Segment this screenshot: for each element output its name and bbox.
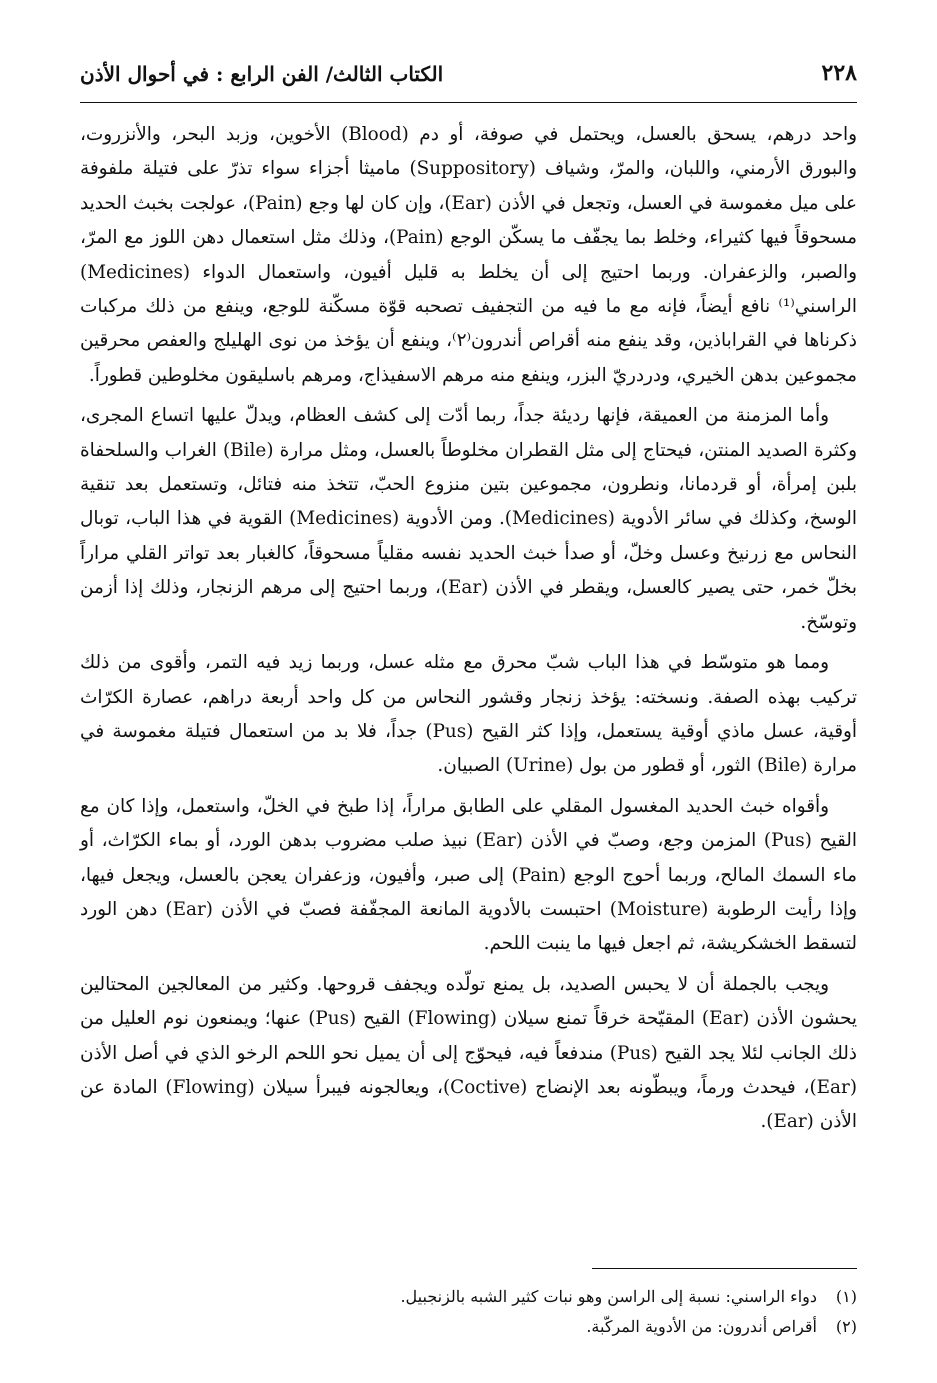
page-number: ٢٢٨ [821, 60, 857, 86]
body-text [80, 118, 857, 1146]
page-header [80, 60, 857, 94]
paragraph: وأقواه خبث الحديد المغسول المقلي على الطابق مراراً، إذا طبخ في الخلّ، واستعمل، وإذا كان مع القيح (Pus) المزمن وجع، وصبّ في الأذن (Ear) نبيذ صلب مضروب بدهن الورد، أو بماء الكرّاث، أو ماء السمك المالح، وربما أحوج الوجع (Pain) إلى صبر، وأفيون، وزعفران يعجن بالعسل، ويجعل فيها، وإذا رأيت الرطوبة (Moisture) احتبست بالأدوية المانعة المجفّفة فصبّ في الأذن (Ear) دهن الورد لتسقط الخشكريشة، ثم اجعل فيها ما ينبت اللحم. [80, 795, 857, 955]
footnote-divider [592, 1268, 857, 1269]
footnote-number: (١) [835, 1287, 857, 1306]
header-divider [80, 102, 857, 103]
paragraph: واحد درهم، يسحق بالعسل، ويحتمل في صوفة، أو دم (Blood) الأخوين، وزبد البحر، والأنزروت، والبورق الأرمني، واللبان، والمرّ، وشياف (Suppository) ماميثا أجزاء سواء تذرّ على فتيلة ملفوفة على ميل مغموسة في العسل، وتجعل في الأذن (Ear)، وإن كان لها وجع (Pain)، عولجت بخبث الحديد مسحوقاً فيها كثيراء، وخلط بما يجفّف ما يسكّن الوجع (Pain)، وذلك مثل استعمال دهن اللوز مع المرّ، والصبر، والزعفران. وربما احتيج إلى أن يخلط به قليل أفيون، واستعمال الدواء (Medicines) الراسني⁽¹⁾ نافع أيضاً، فإنه مع ما فيه من التجفيف تصحبه قوّة مسكّنة للوجع، وينفع من ذلك مركبات ذكرناها في القراباذين، وقد ينفع منه أقراص أندرون⁽٢⁾، وينفع أن يؤخذ من نوى الهليلج والعفص محرقين مجموعين بدهن الخيري، ودردريّ البزر، وينفع منه مرهم الاسفيذاج، ومرهم باسليقون مخلوطين قطوراً. [80, 124, 857, 386]
footnote-text: أقراص أندرون: من الأدوية المركّبة. [586, 1317, 817, 1336]
footnote-text: دواء الراسني: نسبة إلى الراسن وهو نبات كثير الشبه بالزنجبيل. [400, 1287, 817, 1306]
paragraph: ومما هو متوسّط في هذا الباب شبّ محرق مع مثله عسل، وربما زيد فيه التمر، وأقوى من ذلك تركيب بهذه الصفة. ونسخته: يؤخذ زنجار وقشور النحاس من كل واحد أربعة دراهم، عصارة الكرّاث أوقية، عسل ماذي أوقية يستعمل، وإذا كثر القيح (Pus) جداً، فلا بد من استعمال فتيلة مغموسة في مرارة (Bile) الثور، أو قطور من بول (Urine) الصبيان. [80, 652, 857, 777]
footnote-number: (٢) [835, 1317, 857, 1336]
footnote-2 [80, 1312, 857, 1342]
paragraph: وأما المزمنة من العميقة، فإنها رديئة جداً، ربما أدّت إلى كشف العظام، ويدلّ عليها اتساع المجرى، وكثرة الصديد المنتن، فيحتاج إلى مثل القطران مخلوطاً بالعسل، ومثل مرارة (Bile) الغراب والسلحفاة بلبن إمرأة، أو قردمانا، ونطرون، مجموعين بتين منزوع الحبّ، تتخذ منه فتائل، وتستعمل بعد تنقية الوسخ، وكذلك في سائر الأدوية (Medicines). ومن الأدوية (Medicines) القوية في هذا الباب، توبال النحاس مع زرنيخ وعسل وخلّ، أو صدأ خبث الحديد نفسه مقلياً مسحوقاً، كالغبار بعد تواتر القلي مراراً بخلّ خمر، حتى يصير كالعسل، ويقطر في الأذن (Ear)، وربما احتيج إلى مرهم الزنجار، وذلك إذا أزمن وتوسّخ. [80, 405, 857, 633]
paragraph: ويجب بالجملة أن لا يحبس الصديد، بل يمنع تولّده ويجفف قروحها. وكثير من المعالجين المحتالين يحشون الأذن (Ear) المقيّحة خرقاً تمنع سيلان (Flowing) القيح (Pus) عنها؛ ويمنعون نوم العليل من ذلك الجانب لئلا يجد القيح (Pus) مندفعاً فيه، فيحوّج إلى أن يميل نحو اللحم الرخو الذي في أصل الأذن (Ear)، فيحدث ورماً، ويبطّونه بعد الإنضاج (Coctive)، ويعالجونه فيبرأ سيلان (Flowing) المادة عن الأذن (Ear). [80, 973, 858, 1133]
footnotes [80, 1282, 857, 1342]
running-title: الكتاب الثالث/ الفن الرابع : في أحوال الأذن [80, 62, 444, 86]
footnote-1 [80, 1282, 857, 1312]
